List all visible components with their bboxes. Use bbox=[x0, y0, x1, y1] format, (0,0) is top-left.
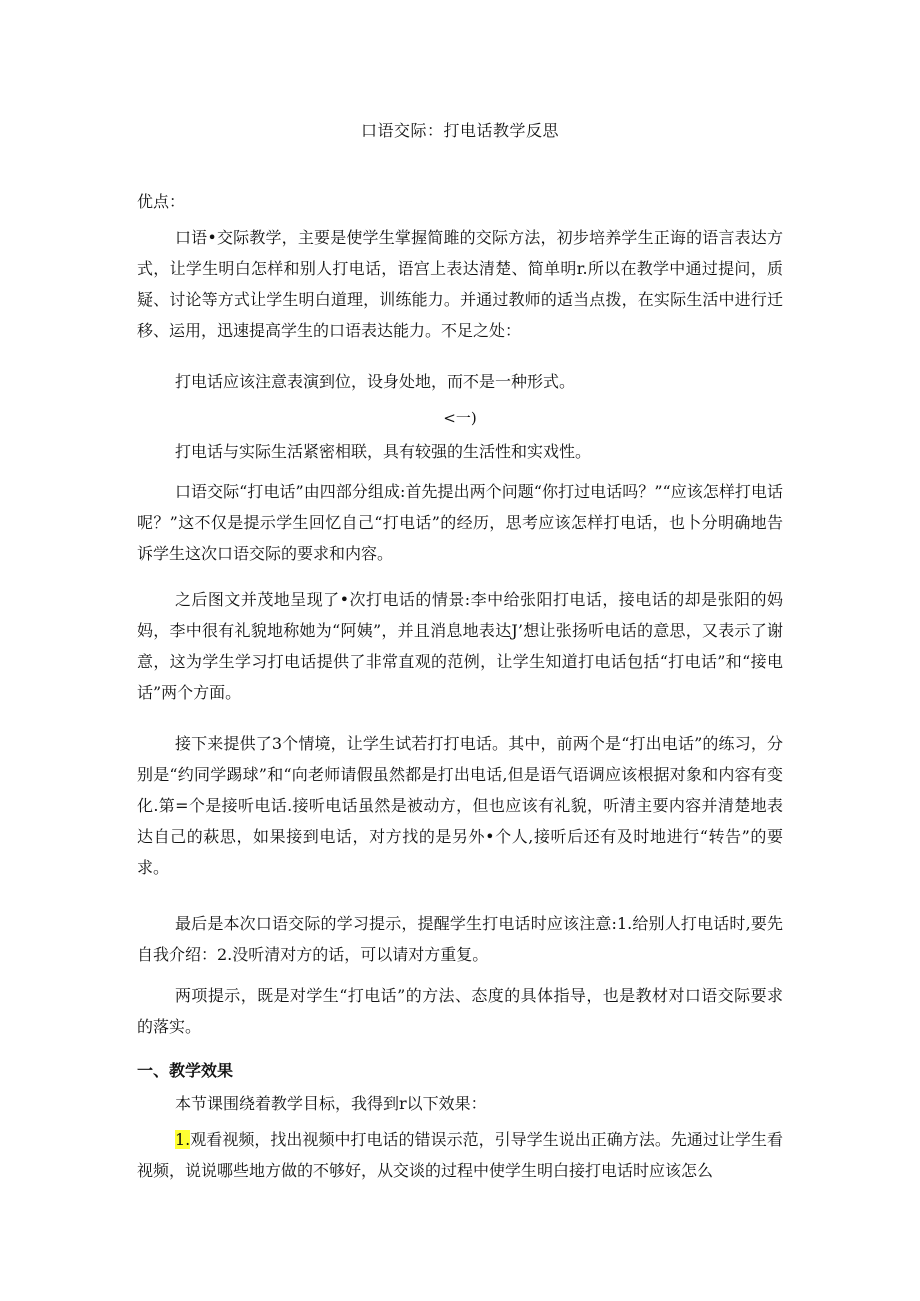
paragraph-8: 两项提示，既是对学生“打电话”的方法、态度的具体指导，也是教材对口语交际要求的落实。 bbox=[137, 986, 783, 1036]
paragraph-9: 本节课围绕着教学目标，我得到r以下效果： bbox=[175, 1094, 487, 1113]
paragraph-2: 打电话应该注意表演到位，设身处地，而不是一种形式。 bbox=[175, 372, 576, 391]
section-mark: <一) bbox=[443, 409, 477, 427]
label-strengths: 优点： bbox=[137, 192, 186, 211]
paragraph-6: 接下来提供了3个情境，让学生试若打打电话。其中，前两个是“打出电话”的练习，分别是“约同学踢球”和“向老师请假虽然都是打出电话,但是语气语调应该根据对象和内容有变化.第=个是接听电话.接听电话虽然是被动方，但也应该有礼貌，听清主要内容并清楚地表达自己的萩思，如果接到电话，对方找的是另外•个人,接听后还有及时地进行“转告”的要求。 bbox=[137, 734, 783, 877]
paragraph-1: 口语•交际教学，主要是使学生掌握简雎的交际方法，初步培养学生正诲的语言表达方式，让学生明白怎样和别人打电话，语宫上表达清楚、简单明r.所以在教学中通过提问，质疑、讨论等方式让学生明白道理，训练能力。并通过教师的适当点拨，在实际生活中进行迁移、运用，迅速提高学生的口语表达能力。不足之处： bbox=[137, 228, 783, 340]
paragraph-10-text: 观看视频，找出视频中打电话的错误示范，引导学生说出正确方法。先通过让学生看视频，说说哪些地方做的不够好，从交谈的过程中使学生明白接打电话时应该怎么 bbox=[137, 1130, 783, 1180]
paragraph-3: 打电话与实际生活紧密相联，具有较强的生活性和实戏性。 bbox=[175, 442, 592, 461]
document-title: 口语交际：打电话教学反思 bbox=[360, 121, 559, 140]
paragraph-5: 之后图文并茂地呈现了•次打电话的情景:李中给张阳打电话，接电话的却是张阳的妈妈，李中很有礼貌地称她为“阿姨”，并且消息地表达J’想让张扬听电话的意思，又表示了谢意，这为学生学习打电话提供了非常直观的范例，让学生知道打电话包括“打电话”和“接电话”两个方面。 bbox=[137, 590, 783, 702]
highlighted-number: 1. bbox=[175, 1130, 191, 1149]
paragraph-7: 最后是本次口语交际的学习提示，提醒学生打电话时应该注意:1.给别人打电话时,要先自我介绍：2.没听清对方的话，可以请对方重复。 bbox=[137, 914, 783, 964]
paragraph-10 bbox=[137, 1124, 783, 1186]
heading-teaching-effect: 一、教学效果 bbox=[137, 1061, 234, 1080]
paragraph-4: 口语交际“打电话”由四部分组成:首先提出两个问题“你打过电话吗？”“应该怎样打电话呢？”这不仅是提示学生回忆自己“打电话”的经历，思考应该怎样打电话，也卜分明确地告诉学生这次口语交际的要求和内容。 bbox=[137, 482, 783, 563]
